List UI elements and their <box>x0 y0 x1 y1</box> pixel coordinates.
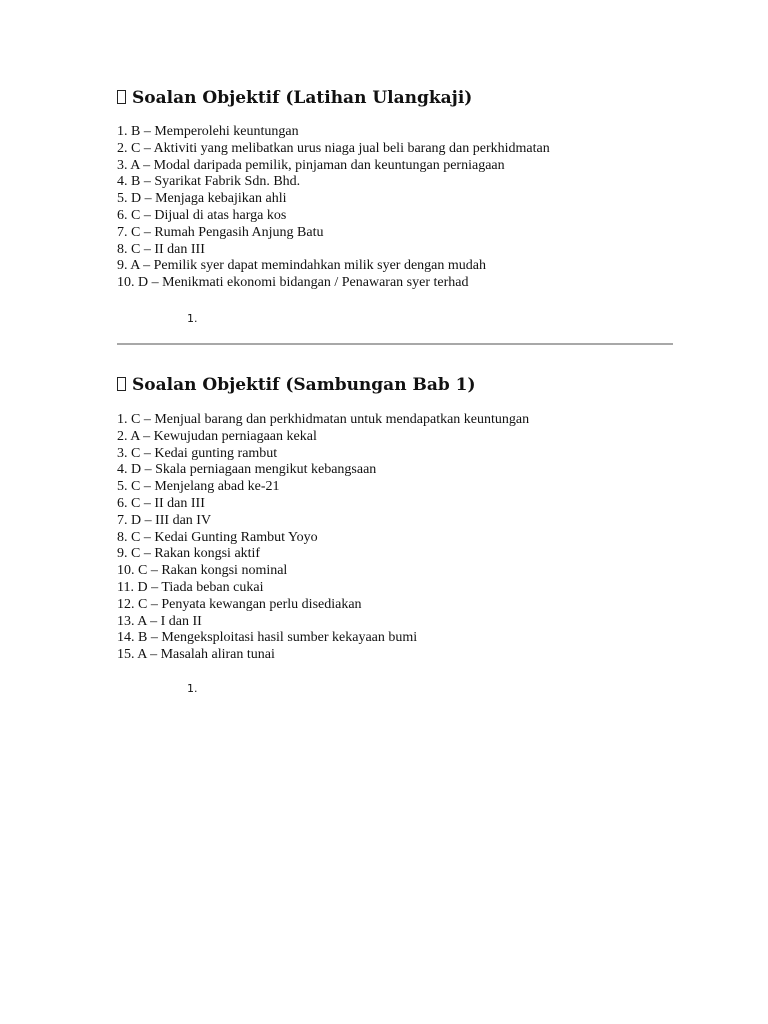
section-divider <box>117 343 673 345</box>
list-item: 7. D – III dan IV <box>117 512 212 528</box>
list-item: 4. D – Skala perniagaan mengikut kebangsaan <box>117 462 377 478</box>
list-item: 1. B – Memperolehi keuntungan <box>117 124 299 139</box>
list-item: 3. C – Kedai gunting rambut <box>117 445 278 461</box>
list-item: 1. C – Menjual barang dan perkhidmatan untuk mendapatkan keuntungan <box>117 412 530 427</box>
section-1-answer-list <box>117 124 550 292</box>
list-item: 2. A – Kewujudan perniagaan kekal <box>117 428 317 444</box>
missing-glyph-icon <box>117 377 126 391</box>
list-item: 9. A – Pemilik syer dapat memindahkan milik syer dengan mudah <box>117 258 486 274</box>
section-2-heading <box>117 373 476 397</box>
section-2-footnote: 1. <box>187 682 198 695</box>
list-item: 6. C – Dijual di atas harga kos <box>117 207 287 223</box>
list-item: 8. C – II dan III <box>117 241 205 257</box>
list-item: 7. C – Rumah Pengasih Anjung Batu <box>117 224 324 240</box>
section-2-answer-list <box>117 412 529 664</box>
list-item: 3. A – Modal daripada pemilik, pinjaman dan keuntungan perniagaan <box>117 157 505 173</box>
section-1-heading <box>117 86 472 110</box>
list-item: 13. A – I dan II <box>117 613 202 629</box>
list-item: 8. C – Kedai Gunting Rambut Yoyo <box>117 529 318 545</box>
list-item: 5. C – Menjelang abad ke-21 <box>117 479 280 495</box>
section-2-title: Soalan Objektif (Sambungan Bab 1) <box>132 375 476 395</box>
list-item: 4. B – Syarikat Fabrik Sdn. Bhd. <box>117 174 301 190</box>
list-item: 14. B – Mengeksploitasi hasil sumber kekayaan bumi <box>117 630 418 646</box>
list-item: 10. C – Rakan kongsi nominal <box>117 563 288 579</box>
list-item: 6. C – II dan III <box>117 495 205 511</box>
list-item: 5. D – Menjaga kebajikan ahli <box>117 191 287 207</box>
section-1-title: Soalan Objektif (Latihan Ulangkaji) <box>132 88 473 108</box>
list-item: 11. D – Tiada beban cukai <box>117 579 264 595</box>
list-item: 9. C – Rakan kongsi aktif <box>117 546 261 562</box>
missing-glyph-icon <box>117 90 126 104</box>
list-item: 2. C – Aktiviti yang melibatkan urus niaga jual beli barang dan perkhidmatan <box>117 140 550 156</box>
list-item: 15. A – Masalah aliran tunai <box>117 647 275 663</box>
section-1-footnote: 1. <box>187 312 198 325</box>
list-item: 10. D – Menikmati ekonomi bidangan / Penawaran syer terhad <box>117 275 469 291</box>
list-item: 12. C – Penyata kewangan perlu disediakan <box>117 596 362 612</box>
